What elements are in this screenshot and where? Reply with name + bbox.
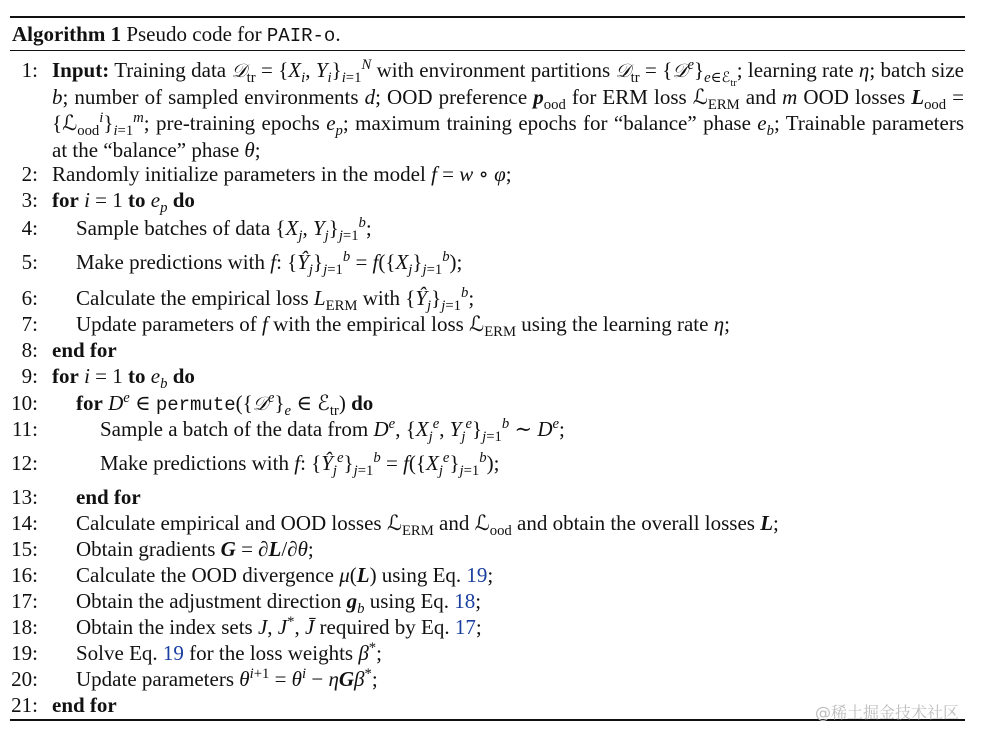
line-number: 9: <box>21 364 38 388</box>
eq-19-link[interactable]: 19 <box>466 563 488 587</box>
line-text: Input: Training data 𝒟$_{tr}$ = {$X_i$, $Y_i\}_{i=1}^N$ with environment partitions 𝒟$_{tr}$ = $\{𝒟^e\}_{e\in ℰ_{tr}}$; learning rate η; batch size b; number of sampled environments d; OOD preference $p_{ood}$ for ERM loss ℒ$_{ERM}$ and m OOD losses $L_{ood}$ = $\{ℒ_{ood}^i\}_{i=1}^m$; pre-training epochs $e_p$; maximum training epochs for “balance” phase $e_b$; Trainable parameters at the “balance” phase θ; <box>52 57 965 162</box>
top-rule <box>10 16 965 18</box>
line-number: 1: <box>21 58 38 82</box>
algo-line-15 <box>0 536 983 562</box>
line-number: 2: <box>21 162 38 186</box>
line-number: 6: <box>21 286 38 310</box>
algo-line-11 <box>0 416 983 450</box>
line-number: 14: <box>11 511 38 535</box>
algo-line-20 <box>0 666 983 692</box>
algo-line-17 <box>0 588 983 618</box>
algo-line-6 <box>0 285 983 315</box>
do-keyword: do <box>172 188 195 212</box>
line-number: 5: <box>21 250 38 274</box>
algo-line-19 <box>0 640 983 666</box>
line-text: Sample batches of data {$X_j$, $Y_j\}_{j=1}^b$; <box>76 215 372 245</box>
line-number: 19: <box>11 641 38 665</box>
line-text: Update parameters of f with the empirical loss ℒ$_{ERM}$ using the learning rate η; <box>76 312 730 341</box>
do-keyword: do <box>351 391 374 415</box>
algo-line-16 <box>0 562 983 588</box>
for-keyword: for <box>52 364 79 388</box>
line-number: 11: <box>11 417 38 441</box>
algo-line-8 <box>0 337 983 363</box>
algo-line-4 <box>0 215 983 249</box>
line-text: for De ∈ $permute(\{𝒟^e\}_e$ ∈ ℰ$_{tr}$) do <box>76 390 374 420</box>
algo-line-18 <box>0 614 983 640</box>
line-number: 18: <box>11 615 38 639</box>
eq-17-link[interactable]: 17 <box>454 615 476 639</box>
line-number: 12: <box>11 451 38 475</box>
algo-line-13 <box>0 484 983 510</box>
line-number: 4: <box>21 216 38 240</box>
caption-method-name: PAIR-o <box>266 25 336 47</box>
line-text: Sample a batch of the data from De, {$X_j^e$, $Y_j^e\}_{j=1}^b$ ∼ De; <box>100 416 565 446</box>
end-for-keyword: end for <box>52 693 117 717</box>
eq-19-link[interactable]: 19 <box>162 641 184 665</box>
line-number: 16: <box>11 563 38 587</box>
line-text: Calculate empirical and OOD losses ℒ$_{ERM}$ and ℒ$_{ood}$ and obtain the overall losses L; <box>76 511 779 540</box>
algo-line-10 <box>0 390 983 420</box>
line-number: 10: <box>11 391 38 415</box>
algorithm-caption <box>12 20 341 50</box>
for-keyword: for <box>52 188 79 212</box>
line-number: 7: <box>21 312 38 336</box>
line-number: 3: <box>21 188 38 212</box>
algo-line-1 <box>0 57 983 161</box>
algo-line-14 <box>0 510 983 540</box>
algo-line-7 <box>0 311 983 341</box>
eq-18-link[interactable]: 18 <box>454 589 476 613</box>
line-text: Calculate the empirical loss $L_{ERM}$ with $\{Ŷ_j\}_{j=1}^b$; <box>76 285 475 315</box>
algo-line-3 <box>0 187 983 215</box>
line-number: 8: <box>21 338 38 362</box>
line-text: Solve Eq. 19 for the loss weights β*; <box>76 640 382 665</box>
watermark: @稀土掘金技术社区 <box>814 703 959 722</box>
line-text: Obtain the adjustment direction $g_b$ using Eq. 18; <box>76 589 482 618</box>
caption-rule <box>10 50 965 51</box>
line-number: 15: <box>11 537 38 561</box>
line-text: Make predictions with f: $\{Ŷ_j\}_{j=1}^b = f(\{X_j\}_{j=1}^b)$; <box>76 249 463 279</box>
line-text: Make predictions with f: $\{Ŷ_j^e\}_{j=1}^b = f(\{X_j^e\}_{j=1}^b)$; <box>100 450 500 480</box>
line-text: Obtain gradients G = ∂L/∂θ; <box>76 537 314 561</box>
permute-function: permute <box>155 394 236 416</box>
line-text: Obtain the index sets J, J*, J̄ required by Eq. 17; <box>76 614 482 639</box>
to-keyword: to <box>128 364 146 388</box>
end-for-keyword: end for <box>52 338 117 362</box>
line-text: Randomly initialize parameters in the model f = w ∘ φ; <box>52 162 512 186</box>
end-for-keyword: end for <box>76 485 141 509</box>
line-text: Update parameters $\theta^{i+1} = \theta^i - \eta G\beta^*$; <box>76 666 378 691</box>
caption-text: Pseudo code for <box>126 22 262 46</box>
line-number: 21: <box>11 693 38 717</box>
algorithm-lines <box>0 57 983 718</box>
line-number: 20: <box>11 667 38 691</box>
algo-line-2 <box>0 161 983 187</box>
input-keyword: Input: <box>52 58 110 82</box>
algo-line-12 <box>0 450 983 484</box>
for-keyword: for <box>76 391 103 415</box>
line-text: Calculate the OOD divergence μ(L) using Eq. 19; <box>76 563 494 587</box>
algo-line-9 <box>0 363 983 393</box>
algo-line-5 <box>0 249 983 285</box>
line-text: for i = 1 to $e_p$ do <box>52 188 195 217</box>
line-number: 17: <box>11 589 38 613</box>
to-keyword: to <box>128 188 146 212</box>
do-keyword: do <box>172 364 195 388</box>
caption-label: Algorithm 1 <box>12 22 122 46</box>
line-number: 13: <box>11 485 38 509</box>
caption-period: . <box>335 22 341 46</box>
line-text: for i = 1 to $e_b$ do <box>52 364 195 393</box>
